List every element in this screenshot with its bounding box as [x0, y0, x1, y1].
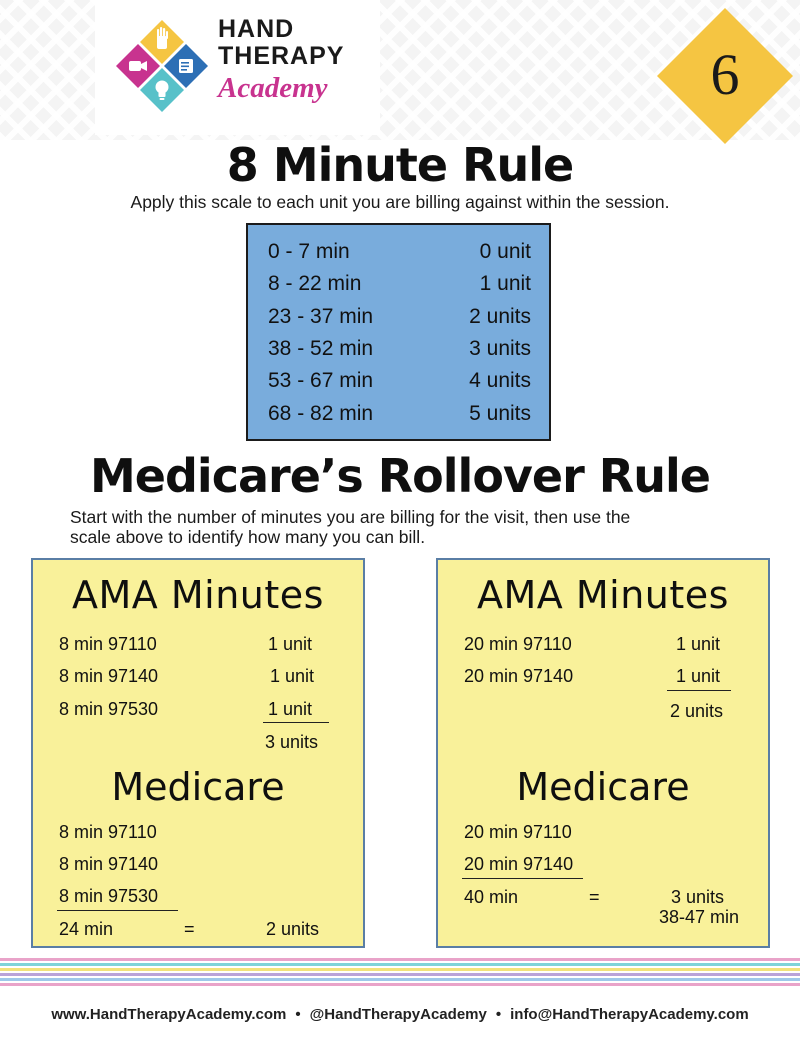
ama-code: 8 min 97140 — [59, 666, 159, 686]
equals-sign: = — [589, 887, 600, 907]
logo-line-therapy: THERAPY — [218, 42, 345, 70]
eight-minute-rule-subtitle: Apply this scale to each unit you are billing against within the session. — [130, 192, 670, 212]
scale-units: 0 unit — [479, 240, 531, 263]
stripe — [0, 978, 800, 981]
scale-units: 5 units — [469, 402, 531, 425]
book-icon — [179, 59, 193, 73]
example-card-left — [31, 558, 365, 948]
stripe — [0, 958, 800, 961]
rollover-subtitle-line2: scale above to identify how many you can bill. — [70, 527, 426, 547]
sum-line — [57, 910, 178, 911]
scale-row — [268, 268, 531, 300]
medicare-code: 8 min 97110 — [59, 822, 157, 842]
ama-code: 8 min 97110 — [59, 634, 157, 654]
stripe — [0, 973, 800, 976]
eight-minute-rule-title: 8 Minute Rule — [226, 138, 574, 192]
medicare-total-minutes: 24 min — [59, 919, 114, 939]
medicare-code: 8 min 97530 — [59, 886, 159, 906]
footer-handle[interactable]: @HandTherapyAcademy — [309, 1006, 487, 1023]
medicare-minute-range: 38-47 min — [659, 907, 740, 927]
footer-separator: • — [495, 1006, 502, 1023]
rollover-rule-title: Medicare’s Rollover Rule — [90, 449, 710, 503]
ama-units: 1 unit — [270, 666, 315, 686]
ama-units: 1 unit — [268, 699, 313, 719]
stripe — [0, 963, 800, 966]
footer-separator: • — [295, 1006, 301, 1023]
medicare-code: 20 min 97110 — [464, 822, 572, 842]
scale-units: 1 unit — [479, 272, 531, 295]
scale-row — [268, 236, 531, 268]
logo-mark — [112, 18, 212, 118]
medicare-total-units: 3 units — [671, 887, 725, 907]
footer-contact — [0, 1004, 800, 1026]
footer-stripes — [0, 958, 800, 990]
scale-units: 3 units — [469, 337, 531, 360]
scale-range: 8 - 22 min — [268, 272, 362, 295]
rollover-subtitle-line1: Start with the number of minutes you are billing for the visit, then use the — [70, 507, 631, 527]
scale-units: 4 units — [469, 369, 531, 392]
medicare-heading: Medicare — [111, 765, 285, 809]
video-camera-icon — [129, 61, 147, 71]
stripe — [0, 968, 800, 971]
medicare-heading: Medicare — [516, 765, 690, 809]
ama-total: 2 units — [670, 701, 724, 721]
ama-code: 8 min 97530 — [59, 699, 159, 719]
scale-range: 53 - 67 min — [268, 369, 374, 392]
ama-minutes-heading: AMA Minutes — [72, 573, 324, 617]
footer-email[interactable]: info@HandTherapyAcademy.com — [510, 1006, 749, 1023]
logo-line-hand: HAND — [218, 15, 295, 43]
logo-line-academy: Academy — [218, 72, 328, 104]
rollover-rule-subtitle — [70, 507, 750, 547]
logo-wordmark — [218, 16, 344, 104]
ama-code: 20 min 97140 — [464, 666, 574, 686]
sum-line — [462, 878, 583, 879]
unit-scale-table — [246, 223, 551, 441]
equals-sign: = — [184, 919, 195, 939]
sum-line — [263, 722, 329, 723]
medicare-total-minutes: 40 min — [464, 887, 519, 907]
medicare-code: 8 min 97140 — [59, 854, 159, 874]
scale-range: 23 - 37 min — [268, 305, 374, 328]
sum-line — [667, 690, 731, 691]
scale-range: 38 - 52 min — [268, 337, 374, 360]
stripe — [0, 983, 800, 986]
page-number: 6 — [710, 42, 740, 107]
scale-row — [268, 365, 531, 397]
ama-units: 1 unit — [676, 666, 721, 686]
ama-total: 3 units — [265, 732, 319, 752]
footer-website[interactable]: www.HandTherapyAcademy.com — [51, 1006, 287, 1023]
medicare-code: 20 min 97140 — [464, 854, 574, 874]
scale-units: 2 units — [469, 305, 531, 328]
scale-range: 0 - 7 min — [268, 240, 350, 263]
scale-row — [268, 301, 531, 333]
ama-minutes-heading: AMA Minutes — [477, 573, 729, 617]
scale-row — [268, 333, 531, 365]
medicare-total-units: 2 units — [266, 919, 320, 939]
scale-row — [268, 398, 531, 430]
example-card-right — [436, 558, 770, 948]
ama-units: 1 unit — [676, 634, 721, 654]
ama-units: 1 unit — [268, 634, 313, 654]
ama-code: 20 min 97110 — [464, 634, 572, 654]
scale-range: 68 - 82 min — [268, 402, 374, 425]
